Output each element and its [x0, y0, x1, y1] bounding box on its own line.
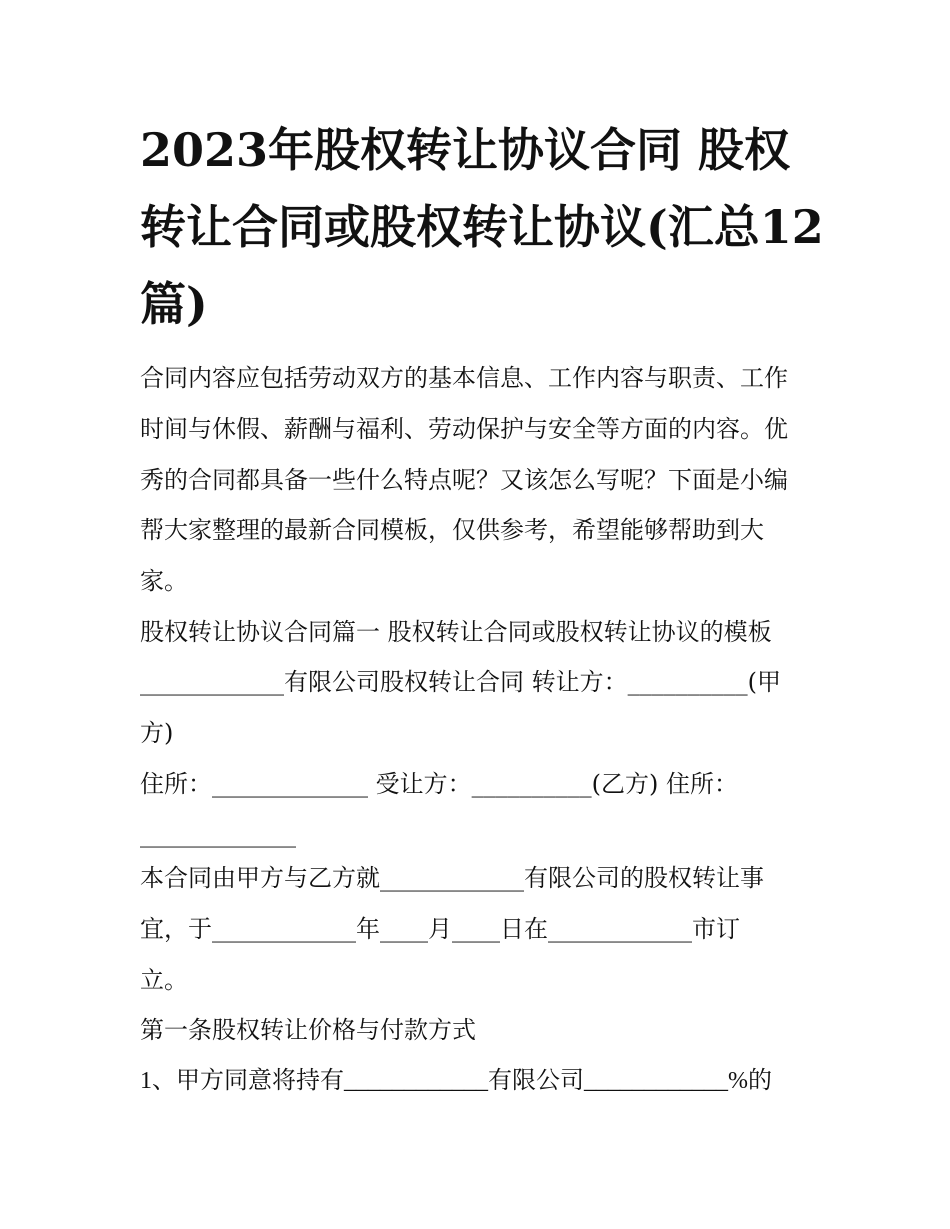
body-line-intro-4: 帮大家整理的最新合同模板，仅供参考，希望能够帮助到大 [140, 516, 764, 544]
body-line-address-2: _____________ [140, 820, 296, 848]
body-line-intro-5: 家。 [140, 567, 188, 595]
body-line-parties-1: ____________有限公司股权转让合同 转让方：__________(甲 [140, 668, 781, 696]
body-line-intro-1: 合同内容应包括劳动双方的基本信息、工作内容与职责、工作 [140, 364, 788, 392]
body-line-parties-2: 方) [140, 719, 174, 747]
body-line-article-1-item-1: 1、甲方同意将持有____________有限公司____________%的 [140, 1068, 772, 1094]
article-heading-1: 第一条股权转让价格与付款方式 [140, 1016, 476, 1044]
body-line-agreement-2: 宜，于____________年____月____日在____________市订 [140, 915, 740, 943]
body-line-address-1: 住所：_____________ 受让方：__________(乙方) 住所： [140, 770, 738, 798]
document-title: 2023年股权转让协议合同 股权转让合同或股权转让协议(汇总12篇) [140, 123, 824, 331]
body-line-intro-2: 时间与休假、薪酬与福利、劳动保护与安全等方面的内容。优 [140, 415, 788, 443]
body-line-intro-3: 秀的合同都具备一些什么特点呢？又该怎么写呢？下面是小编 [140, 466, 788, 494]
body-line-agreement-3: 立。 [140, 966, 188, 994]
body-line-agreement-1: 本合同由甲方与乙方就____________有限公司的股权转让事 [140, 864, 764, 892]
section-heading-1: 股权转让协议合同篇一 股权转让合同或股权转让协议的模板 [140, 618, 772, 646]
